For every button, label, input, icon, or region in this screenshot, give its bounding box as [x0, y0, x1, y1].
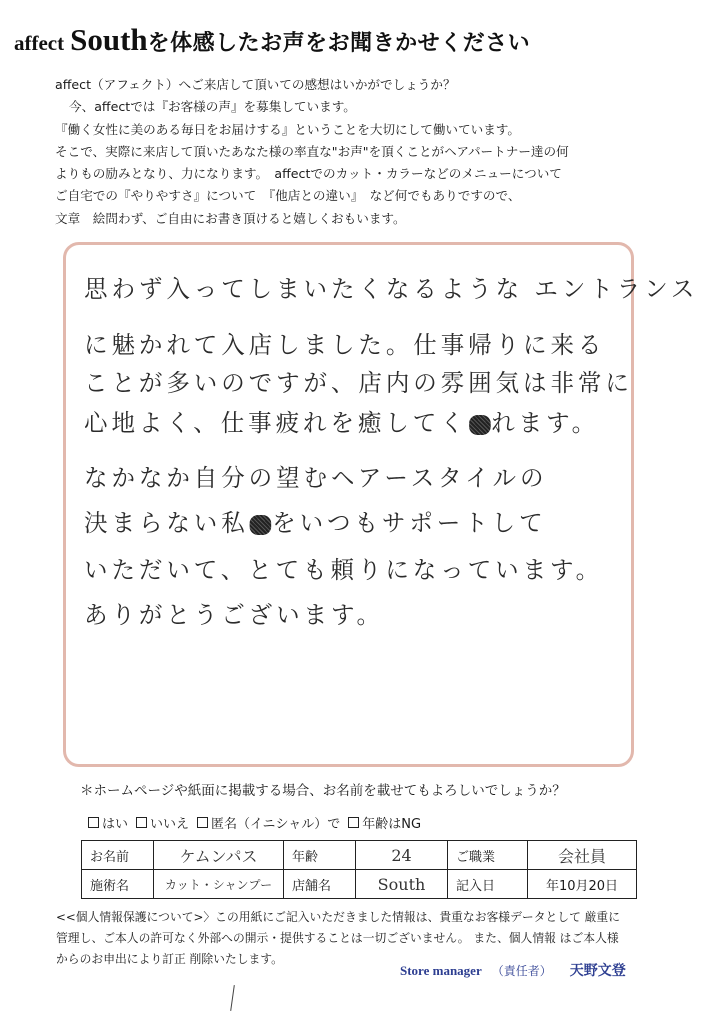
handwritten-text: をいつもサポートして [272, 509, 547, 537]
manager-label: Store manager [400, 963, 482, 978]
option-label: はい [102, 817, 129, 832]
age-label: 年齢 [284, 841, 356, 870]
table-row [82, 870, 637, 899]
option-label: 年齢はNG [362, 817, 422, 832]
handwritten-line: ことが多いのですが、店内の雰囲気は非常に [84, 369, 633, 397]
option-label: 匿名（イニシャル）で [211, 817, 341, 832]
handwritten-text: れます。 [491, 409, 600, 437]
privacy-line: 管理し、ご本人の許可なく外部への開示・提供することは一切ございません。 また、個人情報 はご本人様 [56, 931, 619, 945]
checkbox-icon[interactable] [197, 817, 208, 828]
handwritten-line: に魅かれて入店しました。仕事帰りに来る [84, 331, 606, 359]
scribble-mark [469, 415, 491, 435]
intro-line: affect（アフェクト）へご来店して頂いての感想はいかがでしょうか？ [55, 77, 456, 92]
handwritten-line [84, 403, 599, 438]
store-field[interactable]: South [356, 870, 448, 899]
privacy-line: <<個人情報保護について>〉この用紙にご記入いただきました情報は、貴重なお客様データとして 厳重に [56, 910, 621, 924]
intro-line: 文章 絵問わず、ご自由にお書き頂けると嬉しくおもいます。 [55, 210, 406, 226]
age-field[interactable]: 24 [356, 841, 448, 870]
manager-role: （責任者） [491, 964, 552, 978]
intro-line: よりもの励みとなり、力になります。 affectでのカット・カラーなどのメニューについて [55, 166, 562, 182]
handwritten-text: 心地よく、仕事疲れを癒してく [84, 409, 468, 437]
checkbox-icon[interactable] [88, 817, 99, 828]
store-label: 店舗名 [284, 870, 356, 899]
treatment-label: 施術名 [82, 870, 154, 899]
customer-info-table [81, 840, 637, 899]
handwritten-line: なかなか自分の望むヘアースタイルの [84, 464, 548, 492]
treatment-field[interactable]: カット・シャンプー [154, 870, 284, 899]
option-yes[interactable] [88, 813, 128, 832]
option-anonymous[interactable] [197, 813, 340, 832]
checkbox-icon[interactable] [136, 817, 147, 828]
option-age-ng[interactable] [348, 813, 421, 832]
occupation-label: ご職業 [448, 841, 528, 870]
page-title [14, 22, 714, 58]
intro-line: ご自宅での『やりやすさ』について 『他店との違い』 など何でもありですので、 [55, 188, 521, 204]
handwritten-line: ありがとうございます。 [84, 601, 384, 629]
handwritten-line [84, 503, 547, 538]
occupation-field[interactable]: 会社員 [528, 841, 637, 870]
consent-options [88, 813, 421, 832]
scribble-mark [250, 515, 272, 535]
intro-text [55, 74, 695, 230]
title-text: を体感したお声をお聞きかせください [147, 30, 531, 55]
date-label: 記入日 [448, 870, 528, 899]
privacy-line: からのお申出により訂正 削除いたします。 [56, 952, 283, 966]
handwritten-text: 決まらない私 [84, 509, 249, 537]
name-label: お名前 [82, 841, 154, 870]
table-row [82, 841, 637, 870]
handwritten-line: いただいて、とても頼りになっています。 [84, 556, 604, 584]
date-field[interactable]: 年10月20日 [528, 870, 637, 899]
intro-line: 『働く女性に美のある毎日をお届けする』ということを大切にして働いています。 [55, 121, 520, 137]
pen-mark [230, 985, 235, 1011]
title-brand: affect [14, 31, 65, 55]
consent-question: ＊ホームページや紙面に掲載する場合、お名前を載せてもよろしいでしょうか？ [80, 783, 566, 799]
checkbox-icon[interactable] [348, 817, 359, 828]
handwritten-line: 思わず入ってしまいたくなるような エントランス [84, 275, 699, 303]
title-store-name: South [70, 22, 148, 57]
comment-box[interactable] [63, 242, 699, 767]
option-label: いいえ [150, 817, 190, 832]
manager-name: 天野文登 [569, 964, 626, 979]
store-manager [400, 960, 626, 980]
intro-line: 今、affectでは『お客様の声』を募集しています。 [69, 99, 356, 115]
name-field[interactable]: ケムンパス [154, 841, 284, 870]
intro-line: そこで、実際に来店して頂いたあなた様の率直な"お声"を頂くことがヘアパートナー達の何 [55, 143, 569, 159]
option-no[interactable] [136, 813, 189, 832]
